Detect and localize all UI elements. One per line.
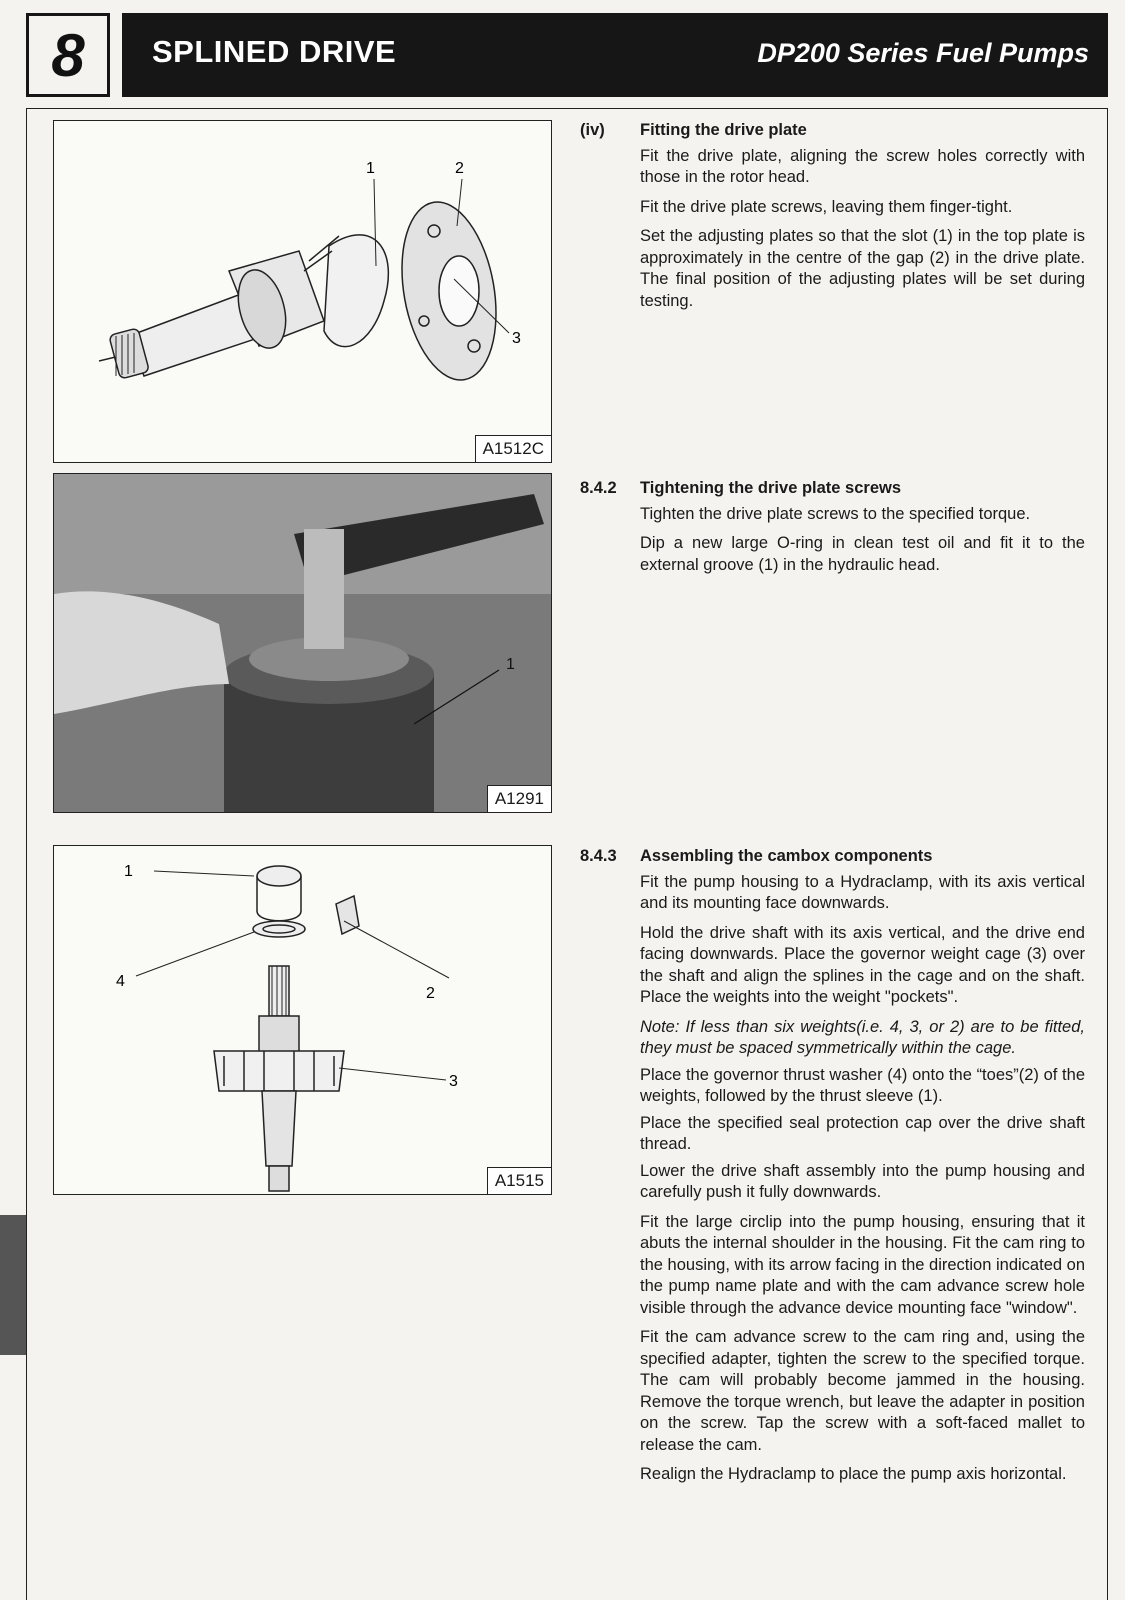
callout-1: 1 — [506, 656, 515, 673]
side-tab — [0, 1215, 26, 1355]
callout-3: 3 — [512, 330, 521, 347]
paragraph: Hold the drive shaft with its axis vertical, and the drive end facing downwards. Place the governor weight cage (3) over the shaft and align the splines in the cage and on the shaft. Place the weights into the weight "pockets". — [640, 923, 1085, 1006]
section-8-4-2-number: 8.4.2 — [580, 479, 617, 497]
paragraph: Fit the large circlip into the pump housing, ensuring that it abuts the internal shoulder in the housing. Fit the cam ring to the housing, with its arrow facing in the direction indicated on the pump name plate and with the cam advance screw hole visible through the advance device mounting face "window". — [640, 1212, 1085, 1317]
callout-2: 2 — [455, 160, 464, 177]
section-title: SPLINED DRIVE — [152, 34, 397, 69]
callout-1: 1 — [124, 863, 133, 880]
figure-drive-plate-exploded — [53, 120, 552, 463]
section-iv — [580, 120, 1085, 320]
figure-torque-wrench-photo — [53, 473, 552, 813]
note-paragraph: Note: If less than six weights(i.e. 4, 3, or 2) are to be fitted, they must be spaced symmetrically within the cage. — [640, 1017, 1085, 1057]
figure-label: A1512C — [475, 435, 551, 462]
paragraph: Tighten the drive plate screws to the specified torque. — [640, 504, 1031, 523]
paragraph: Fit the pump housing to a Hydraclamp, with its axis vertical and its mounting face downwards. — [640, 872, 1085, 912]
section-8-4-3 — [580, 846, 1085, 1494]
callout-1: 1 — [366, 160, 375, 177]
paragraph: Fit the drive plate, aligning the screw holes correctly with those in the rotor head. — [640, 146, 1085, 186]
paragraph: Set the adjusting plates so that the slot (1) in the top plate is approximately in the centre of the gap (2) in the drive plate. The final position of the adjusting plates will be set during testing. — [640, 227, 1085, 310]
section-iv-number: (iv) — [580, 121, 605, 139]
section-number-box — [26, 13, 110, 97]
section-heading — [580, 120, 1085, 142]
paragraph: Lower the drive shaft assembly into the pump housing and carefully push it fully downwards. — [640, 1161, 1085, 1201]
figure-label: A1291 — [487, 785, 551, 812]
figure-label: A1515 — [487, 1167, 551, 1194]
torque-wrench-photo — [54, 474, 551, 812]
drive-plate-illustration — [54, 121, 551, 462]
callout-3: 3 — [449, 1073, 458, 1090]
callout-2: 2 — [426, 985, 435, 1002]
paragraph: Fit the cam advance screw to the cam ring and, using the specified adapter, tighten the screw to the specified torque. The cam will probably become jammed in the housing. Remove the torque wrench, but leave the adapter in position on the screw. Tap the screw with a soft-faced mallet to release the cam. — [640, 1328, 1085, 1454]
paragraph: Fit the drive plate screws, leaving them finger-tight. — [640, 197, 1013, 216]
callout-4: 4 — [116, 973, 125, 990]
figure-drive-shaft-assembly — [53, 845, 552, 1195]
section-heading — [580, 478, 1085, 500]
section-8-4-2 — [580, 478, 1085, 584]
section-iv-title: Fitting the drive plate — [640, 121, 807, 139]
paragraph: Place the specified seal protection cap over the drive shaft thread. — [640, 1113, 1085, 1153]
section-heading — [580, 846, 1085, 868]
drive-shaft-illustration — [54, 846, 551, 1194]
series-title: DP200 Series Fuel Pumps — [757, 38, 1089, 68]
section-8-4-3-title: Assembling the cambox components — [640, 847, 933, 865]
section-number: 8 — [51, 21, 85, 89]
paragraph: Place the governor thrust washer (4) onto the “toes”(2) of the weights, followed by the thrust sleeve (1). — [640, 1065, 1085, 1105]
section-8-4-2-title: Tightening the drive plate screws — [640, 479, 902, 497]
paragraph: Realign the Hydraclamp to place the pump axis horizontal. — [640, 1465, 1067, 1483]
paragraph: Dip a new large O-ring in clean test oil and fit it to the external groove (1) in the hydraulic head. — [640, 534, 1085, 574]
section-8-4-3-number: 8.4.3 — [580, 847, 617, 865]
